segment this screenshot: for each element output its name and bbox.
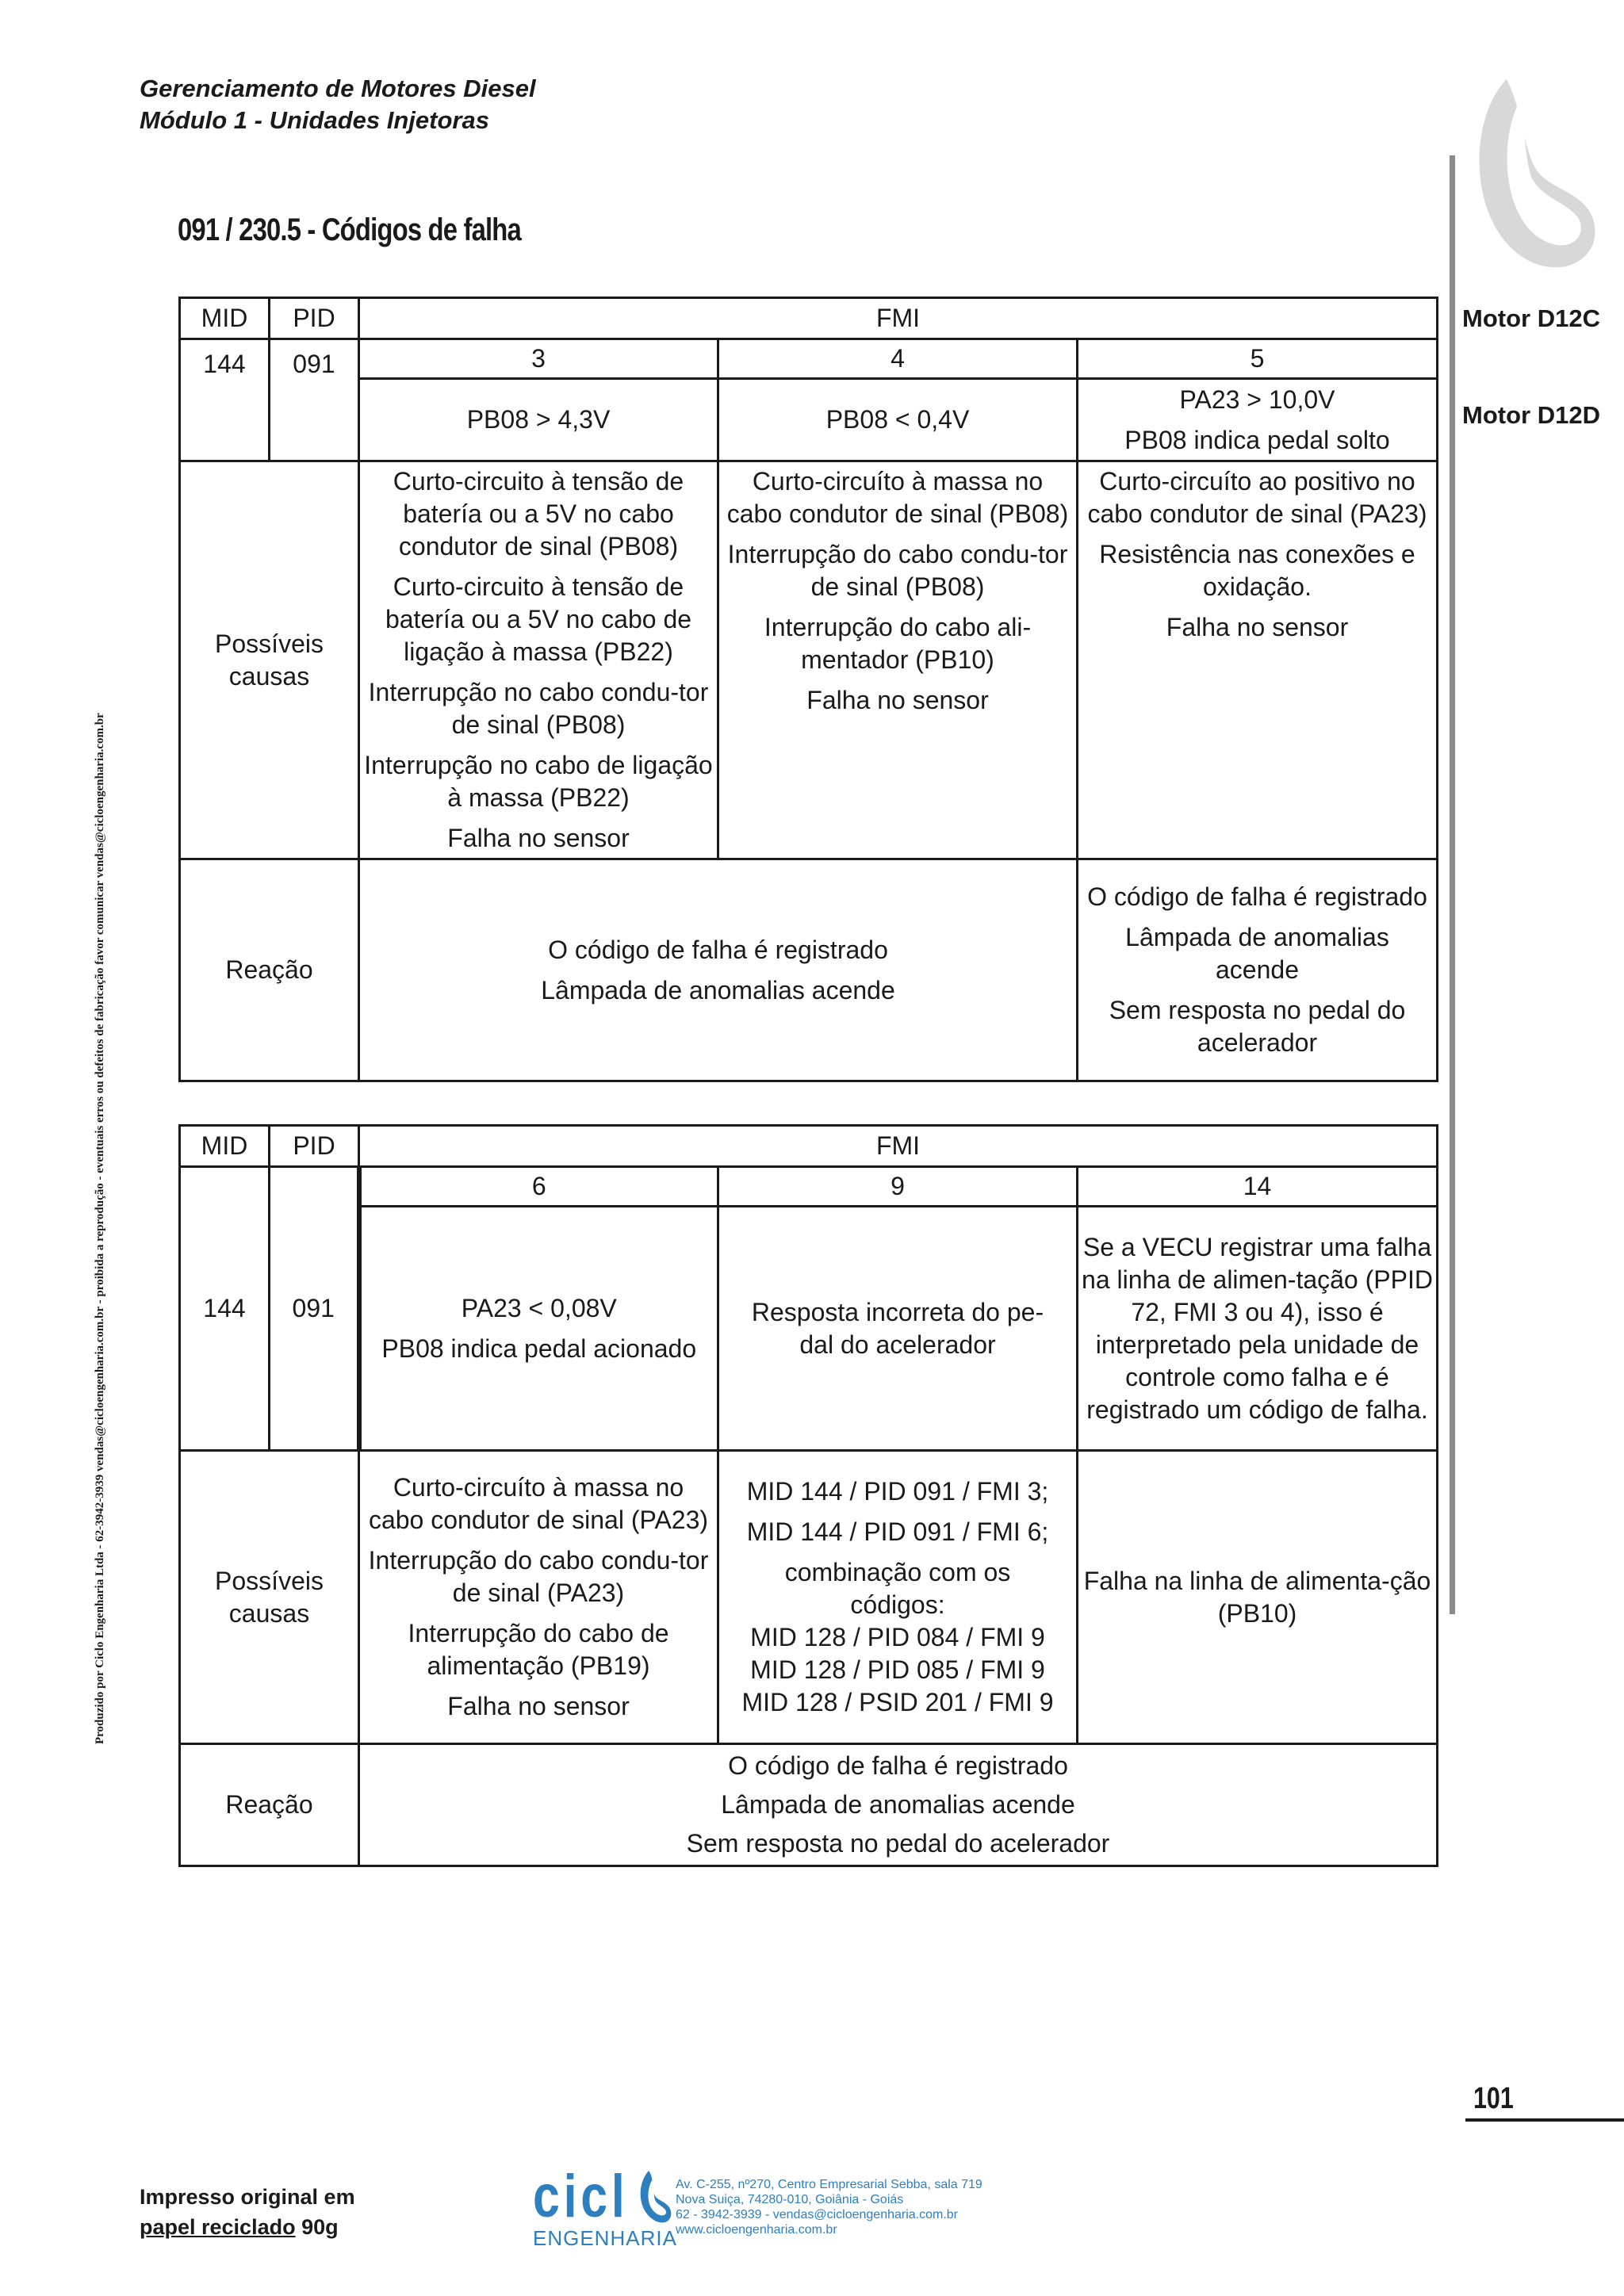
fmi-code-3: 3 (359, 339, 718, 379)
header-pid: PID (270, 298, 359, 339)
header-mid: MID (180, 1126, 270, 1167)
causes-fmi-4 (718, 461, 1078, 859)
fmi-code-9: 9 (718, 1167, 1078, 1207)
address-line: Av. C-255, nº270, Centro Empresarial Sebba, sala 719 (676, 2178, 982, 2191)
fault-table-1 (178, 297, 1438, 1082)
reaction-line: Lâmpada de anomalias acende (1125, 923, 1389, 984)
reaction-line: Sem resposta no pedal do acelerador (686, 1829, 1110, 1858)
cause-item: Curto-circuito à tensão de batería ou a 5V no cabo de ligação à massa (PB22) (385, 572, 692, 666)
header-pid: PID (270, 1126, 359, 1167)
motor-label-d12c: Motor D12C (1462, 304, 1600, 332)
cause-item: Curto-circuíto à massa no cabo condutor de sinal (PB08) (726, 467, 1069, 528)
reaction-line: O código de falha é registrado (548, 935, 888, 964)
cause-item: Falha no sensor (447, 1692, 630, 1720)
fmi-code-14: 14 (1078, 1167, 1438, 1207)
causes-fmi-6 (359, 1451, 718, 1744)
reaction-fmi-3-4 (359, 859, 1078, 1081)
condition-line: PA23 < 0,08V (461, 1293, 617, 1322)
fmi-code-6: 6 (359, 1167, 718, 1207)
reaction-label: Reação (180, 1744, 359, 1866)
reaction-line: Sem resposta no pedal do acelerador (1109, 996, 1406, 1057)
reaction-all (359, 1744, 1438, 1866)
page-title: 091 / 230.5 - Códigos de falha (178, 212, 521, 247)
footer-weight: 90g (295, 2215, 339, 2239)
reaction-line: O código de falha é registrado (728, 1751, 1068, 1780)
mid-value: 144 (180, 339, 270, 461)
cause-item: MID 128 / PID 085 / FMI 9 (750, 1655, 1045, 1684)
cause-item: Falha no sensor (447, 824, 630, 852)
causes-label (180, 461, 359, 859)
causes-label-text: Possíveis causas (215, 629, 324, 691)
cause-item: Falha na linha de alimenta-ção (PB10) (1083, 1566, 1431, 1628)
reaction-line: Lâmpada de anomalias acende (721, 1790, 1075, 1819)
fmi-code-4: 4 (718, 339, 1078, 379)
condition-fmi-3: PB08 > 4,3V (359, 379, 718, 461)
header-fmi: FMI (359, 1126, 1438, 1167)
header-line-2: Módulo 1 - Unidades Injetoras (140, 106, 489, 134)
cause-item: Falha no sensor (806, 686, 989, 714)
brand-logo (533, 2163, 677, 2250)
cause-item: Curto-circuíto ao positivo no cabo condutor de sinal (PA23) (1087, 467, 1427, 528)
causes-fmi-5 (1078, 461, 1438, 859)
reaction-line: Lâmpada de anomalias acende (541, 975, 895, 1004)
page-number: 101 (1473, 2082, 1514, 2115)
pid-value: 091 (270, 339, 359, 461)
reaction-fmi-5 (1078, 859, 1438, 1081)
fmi-code-5: 5 (1078, 339, 1438, 379)
page-number-rule (1465, 2118, 1624, 2122)
address-line: www.cicloengenharia.com.br (676, 2223, 837, 2237)
side-copyright-note: Produzido por Ciclo Engenharia Ltda - 62-3942-3939 vendas@cicloengenharia.com.br - proibida a reprodução - eventuais erros ou defeitos de fabricação favor comunicar vendas@cicloengenharia.com.br (94, 713, 106, 1744)
cause-item: Resistência nas conexões e oxidação. (1099, 540, 1415, 601)
cause-item: MID 144 / PID 091 / FMI 3; (746, 1477, 1049, 1506)
brand-swoosh-icon (634, 2169, 674, 2225)
condition-line: PA23 > 10,0V (1179, 385, 1335, 414)
mid-value: 144 (180, 1167, 270, 1451)
header-mid: MID (180, 298, 270, 339)
condition-fmi-9 (718, 1207, 1078, 1451)
condition-line: Se a VECU registrar uma falha na linha de alimen-tação (PPID 72, FMI 3 ou 4), isso é interpretado pela unidade de controle como falha e é registrado um código de falha. (1082, 1232, 1433, 1424)
company-address (676, 2177, 982, 2237)
cause-item: Curto-circuíto à massa no cabo condutor de sinal (PA23) (368, 1473, 709, 1534)
margin-bar (1450, 155, 1455, 1614)
motor-label-d12d: Motor D12D (1462, 401, 1600, 429)
footer-print-note (140, 2182, 355, 2242)
causes-label (180, 1451, 359, 1744)
footer-underlined: papel reciclado (140, 2215, 296, 2239)
cause-item: Interrupção no cabo de ligação à massa (PB22) (364, 751, 713, 812)
header-fmi: FMI (359, 298, 1438, 339)
address-line: 62 - 3942-3939 - vendas@cicloengenharia.com.br (676, 2208, 959, 2221)
condition-fmi-14 (1078, 1207, 1438, 1451)
condition-line: PB08 indica pedal acionado (381, 1334, 697, 1363)
header-line-1: Gerenciamento de Motores Diesel (140, 75, 536, 102)
cause-item: Interrupção do cabo condu-tor de sinal (PB08) (727, 540, 1068, 601)
pid-value: 091 (270, 1167, 359, 1451)
reaction-label: Reação (180, 859, 359, 1081)
causes-fmi-3 (359, 461, 718, 859)
footer-line-1: Impresso original em (140, 2185, 355, 2209)
cause-item: Interrupção do cabo ali-mentador (PB10) (764, 613, 1032, 674)
condition-fmi-5 (1078, 379, 1438, 461)
cause-item: MID 128 / PID 084 / FMI 9 (750, 1623, 1045, 1651)
condition-line: Resposta incorreta do pe-dal do acelerador (751, 1297, 1044, 1359)
brand-subtitle: ENGENHARIA (533, 2226, 677, 2250)
cause-item: Falha no sensor (1166, 613, 1349, 641)
causes-fmi-14 (1078, 1451, 1438, 1744)
brand-wordmark: cicl (533, 2163, 629, 2230)
causes-label-text: Possíveis causas (215, 1566, 324, 1628)
swoosh-logo-icon (1459, 71, 1602, 277)
reaction-line: O código de falha é registrado (1087, 882, 1427, 911)
address-line: Nova Suiça, 74280-010, Goiânia - Goiás (676, 2193, 904, 2206)
condition-line: PB08 indica pedal solto (1124, 425, 1390, 454)
cause-item: Interrupção do cabo condu-tor de sinal (PA23) (368, 1546, 709, 1607)
fault-table-2 (178, 1124, 1438, 1867)
cause-item: Curto-circuito à tensão de batería ou a 5V no cabo condutor de sinal (PB08) (393, 467, 684, 561)
cause-item: Interrupção no cabo condu-tor de sinal (PB08) (368, 678, 709, 739)
causes-fmi-9 (718, 1451, 1078, 1744)
cause-item: Interrupção do cabo de alimentação (PB19) (408, 1619, 669, 1680)
condition-fmi-4: PB08 < 0,4V (718, 379, 1078, 461)
running-header (140, 73, 536, 136)
footer-line-2 (140, 2212, 355, 2242)
cause-item: MID 144 / PID 091 / FMI 6; (746, 1517, 1049, 1546)
condition-fmi-6 (359, 1207, 718, 1451)
cause-item: MID 128 / PSID 201 / FMI 9 (741, 1688, 1054, 1716)
cause-item: combinação com os códigos: (784, 1558, 1011, 1619)
